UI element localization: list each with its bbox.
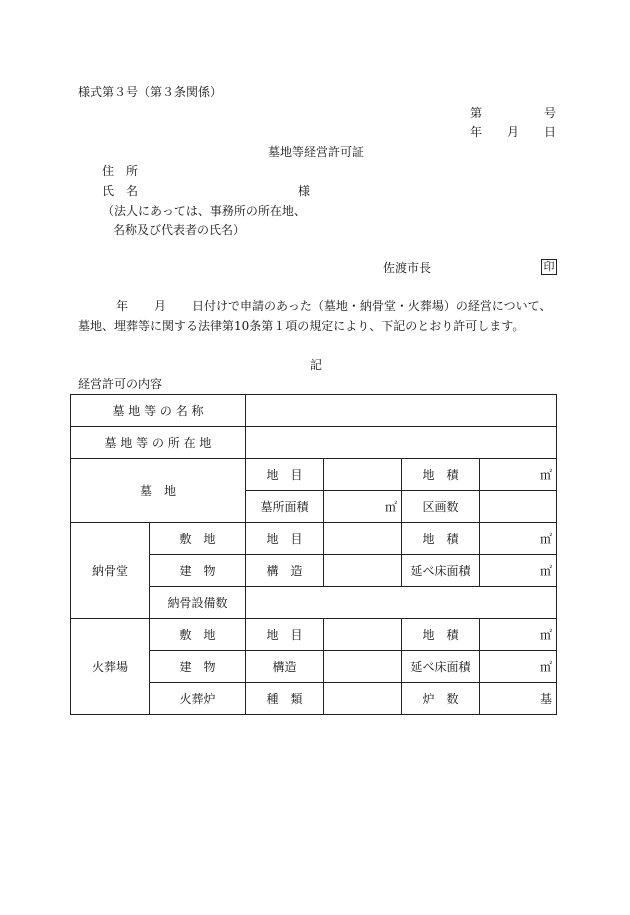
bosho-area-label: 墓所面積 (246, 491, 324, 523)
kasoba-floor-area-label: 延べ床面積 (402, 651, 480, 683)
furnace-label: 火葬炉 (150, 683, 246, 715)
kasoba-chimoku-label: 地 目 (246, 619, 324, 651)
nokotsudo-label: 納骨堂 (71, 523, 150, 619)
nokotsudo-chiseki-label: 地 積 (402, 523, 480, 555)
body-line-2: 墓地、埋葬等に関する法律第10条第１項の規定により、下記のとおり許可します。 (78, 319, 525, 333)
table-row (71, 619, 557, 651)
address-label: 住 所 (102, 164, 139, 178)
bochi-chimoku-label: 地 目 (246, 459, 324, 491)
date-month: 月 (507, 125, 520, 139)
bosho-area-unit: ㎡ (324, 491, 402, 523)
table-row (71, 459, 557, 491)
table-row (71, 427, 557, 459)
permit-number-suffix: 号 (544, 106, 557, 120)
nokotsudo-kozo-value (324, 555, 402, 587)
ki-heading: 記 (310, 358, 323, 372)
furnace-count-label: 炉 数 (402, 683, 480, 715)
body-month: 月 (154, 299, 167, 313)
kasoba-shikichi-label: 敷 地 (150, 619, 246, 651)
cemetery-location-label: 墓 地 等 の 所 在 地 (71, 427, 246, 459)
name-label: 氏 名 (102, 184, 139, 198)
nokotsudo-shikichi-label: 敷 地 (150, 523, 246, 555)
nokotsu-equipment-value (246, 587, 557, 619)
kasoba-kozo-value (324, 651, 402, 683)
document-title: 墓地等経営許可証 (268, 145, 365, 159)
cemetery-name-label: 墓 地 等 の 名 称 (71, 395, 246, 427)
kukaku-value (480, 491, 557, 523)
nokotsudo-chimoku-value (324, 523, 402, 555)
cemetery-name-value (246, 395, 557, 427)
permit-content-table (70, 394, 557, 715)
furnace-count-unit: 基 (480, 683, 557, 715)
bochi-label: 墓 地 (71, 459, 246, 523)
kasoba-tatemono-label: 建 物 (150, 651, 246, 683)
kasoba-chiseki-label: 地 積 (402, 619, 480, 651)
nokotsudo-chiseki-unit: ㎡ (480, 523, 557, 555)
body-year: 年 (116, 299, 129, 313)
kasoba-chimoku-value (324, 619, 402, 651)
nokotsudo-kozo-label: 構 造 (246, 555, 324, 587)
nokotsudo-tatemono-label: 建 物 (150, 555, 246, 587)
table-row (71, 523, 557, 555)
furnace-type-label: 種 類 (246, 683, 324, 715)
furnace-type-value (324, 683, 402, 715)
date-year: 年 (470, 125, 483, 139)
seal-mark: 印 (541, 259, 557, 275)
nokotsudo-floor-area-unit: ㎡ (480, 555, 557, 587)
corporate-note-2: 名称及び代表者の氏名） (113, 223, 246, 237)
bochi-chimoku-value (324, 459, 402, 491)
kasoba-kozo-label: 構造 (246, 651, 324, 683)
corporate-note-1: （法人にあっては、事務所の所在地、 (102, 204, 306, 218)
honorific: 様 (298, 184, 311, 198)
date-day: 日 (544, 125, 557, 139)
kasoba-chiseki-unit: ㎡ (480, 619, 557, 651)
kasoba-floor-area-unit: ㎡ (480, 651, 557, 683)
cemetery-location-value (246, 427, 557, 459)
permit-number-prefix: 第 (470, 106, 483, 120)
issuer: 佐渡市長 (383, 261, 432, 275)
kukaku-label: 区画数 (402, 491, 480, 523)
kasoba-label: 火葬場 (71, 619, 150, 715)
bochi-chiseki-label: 地 積 (402, 459, 480, 491)
section-label: 経営許可の内容 (78, 377, 163, 391)
body-line-1-text: 日付けで申請のあった（墓地・納骨堂・火葬場）の経営について、 (192, 299, 552, 313)
nokotsudo-floor-area-label: 延べ床面積 (402, 555, 480, 587)
bochi-chiseki-unit: ㎡ (480, 459, 557, 491)
nokotsu-equipment-label: 納骨設備数 (150, 587, 246, 619)
nokotsudo-chimoku-label: 地 目 (246, 523, 324, 555)
table-row (71, 395, 557, 427)
form-number: 様式第３号（第３条関係） (78, 85, 223, 99)
body-line-1 (78, 295, 568, 317)
